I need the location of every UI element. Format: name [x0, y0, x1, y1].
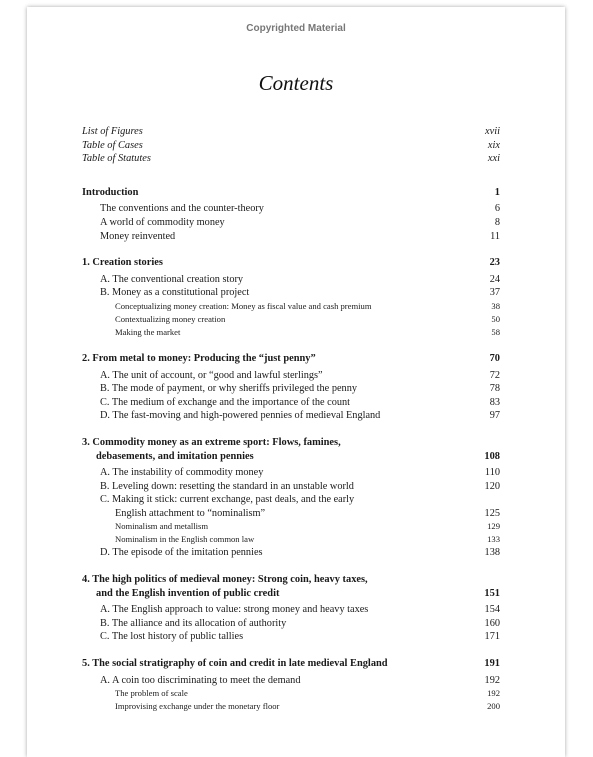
- toc-section[interactable]: [82, 273, 500, 287]
- toc-entry-table-of-statutes[interactable]: [82, 152, 500, 166]
- chapter-title-continued: and the English invention of public credit: [96, 587, 280, 599]
- section-page: 6: [494, 203, 500, 215]
- section-title: A world of commodity money: [100, 216, 225, 228]
- toc-section[interactable]: [82, 202, 500, 216]
- chapter-page: 23: [489, 257, 500, 269]
- section-page: 192: [484, 674, 500, 686]
- toc-section[interactable]: [82, 216, 500, 230]
- section-page: 24: [489, 273, 500, 285]
- toc-subsection[interactable]: [82, 313, 500, 326]
- section-page: 171: [484, 631, 500, 643]
- toc-subsection[interactable]: [82, 687, 500, 700]
- toc-section[interactable]: [82, 603, 500, 617]
- toc-subsection[interactable]: [82, 700, 500, 713]
- section-title: Money reinvented: [100, 230, 176, 242]
- section-title: A. The conventional creation story: [100, 273, 244, 285]
- chapter-page: 70: [489, 352, 500, 364]
- section-page: 154: [484, 604, 500, 616]
- chapter-title: 5. The social stratigraphy of coin and credit in late medieval England: [82, 658, 388, 670]
- toc-subsection[interactable]: [82, 300, 500, 313]
- toc-section[interactable]: [82, 409, 500, 423]
- subsection-title: The problem of scale: [115, 688, 188, 699]
- section-page: 125: [484, 507, 500, 519]
- subsection-page: 200: [487, 701, 500, 712]
- copyright-header: Copyrighted Material: [246, 23, 346, 34]
- chapter-page: 151: [484, 587, 500, 599]
- chapter-page: 108: [484, 450, 500, 462]
- subsection-page: 129: [487, 521, 500, 532]
- section-title: A. The instability of commodity money: [100, 467, 264, 479]
- toc-section[interactable]: [82, 369, 500, 383]
- section-title: A. The English approach to value: strong money and heavy taxes: [100, 604, 369, 616]
- chapter-title-continued: debasements, and imitation pennies: [96, 450, 254, 462]
- toc-section[interactable]: [82, 546, 500, 560]
- chapter-page: 1: [494, 186, 500, 198]
- section-title: The conventions and the counter-theory: [100, 203, 264, 215]
- section-title: B. The alliance and its allocation of authority: [100, 617, 287, 629]
- subsection-page: 50: [491, 313, 500, 324]
- chapter-title: 2. From metal to money: Producing the “just penny”: [82, 352, 316, 364]
- subsection-title: Improvising exchange under the monetary floor: [115, 701, 280, 712]
- toc-entry-page: xxi: [487, 153, 500, 165]
- toc-chapter-1[interactable]: [82, 256, 500, 270]
- toc-section-line-1[interactable]: [82, 493, 500, 507]
- subsection-page: 133: [487, 534, 500, 545]
- toc-section[interactable]: [82, 674, 500, 688]
- toc-section[interactable]: [82, 480, 500, 494]
- subsection-title: Contextualizing money creation: [115, 313, 226, 324]
- section-page: 97: [489, 410, 500, 422]
- toc-subsection[interactable]: [82, 326, 500, 339]
- toc-section[interactable]: [82, 396, 500, 410]
- section-title: B. Leveling down: resetting the standard in an unstable world: [100, 480, 354, 492]
- subsection-page: 192: [487, 688, 500, 699]
- toc-entry-page: xix: [487, 139, 500, 151]
- chapter-title: 1. Creation stories: [82, 257, 163, 269]
- section-title-continued: English attachment to “nominalism”: [115, 507, 266, 519]
- subsection-title: Nominalism and metallism: [115, 521, 209, 532]
- toc-section[interactable]: [82, 286, 500, 300]
- book-page: [27, 7, 565, 757]
- toc-section-line-2[interactable]: [82, 507, 500, 521]
- section-page: 120: [484, 480, 500, 492]
- section-page: 11: [490, 230, 500, 242]
- subsection-title: Nominalism in the English common law: [115, 534, 255, 545]
- chapter-title: 3. Commodity money as an extreme sport: Flows, famines,: [82, 436, 341, 448]
- section-title: D. The fast-moving and high-powered pennies of medieval England: [100, 410, 381, 422]
- toc-entry-table-of-cases[interactable]: [82, 139, 500, 153]
- toc-entry-title: List of Figures: [82, 126, 143, 137]
- toc-subsection[interactable]: [82, 520, 500, 533]
- section-page: 160: [484, 617, 500, 629]
- section-title: A. The unit of account, or “good and lawful sterlings”: [100, 369, 323, 381]
- section-page: 37: [489, 287, 500, 299]
- section-page: 78: [489, 383, 500, 395]
- toc-chapter-4-line-2[interactable]: [82, 587, 500, 601]
- section-title: A. A coin too discriminating to meet the demand: [100, 674, 301, 686]
- chapter-title: Introduction: [82, 186, 139, 198]
- toc-entry-title: Table of Statutes: [82, 153, 151, 165]
- table-of-contents: [82, 125, 500, 713]
- toc-chapter-3-line-1[interactable]: [82, 436, 500, 450]
- toc-chapter-5[interactable]: [82, 657, 500, 671]
- toc-section[interactable]: [82, 630, 500, 644]
- toc-chapter-2[interactable]: [82, 352, 500, 366]
- section-title: C. The medium of exchange and the importance of the count: [100, 396, 351, 408]
- chapter-title: 4. The high politics of medieval money: Strong coin, heavy taxes,: [82, 574, 368, 586]
- section-title: C. The lost history of public tallies: [100, 631, 244, 643]
- toc-chapter-4-line-1[interactable]: [82, 573, 500, 587]
- toc-entry-list-of-figures[interactable]: [82, 125, 500, 139]
- toc-entry-title: Table of Cases: [82, 139, 143, 151]
- chapter-page: 191: [484, 658, 500, 670]
- toc-section[interactable]: [82, 466, 500, 480]
- toc-chapter-3-line-2[interactable]: [82, 450, 500, 464]
- section-title: D. The episode of the imitation pennies: [100, 547, 263, 559]
- subsection-page: 38: [491, 300, 500, 311]
- section-page: 8: [494, 216, 500, 228]
- section-title: B. The mode of payment, or why sheriffs privileged the penny: [100, 383, 357, 395]
- section-page: 83: [489, 396, 500, 408]
- subsection-title: Making the market: [115, 326, 181, 337]
- toc-section[interactable]: [82, 382, 500, 396]
- section-page: 138: [484, 547, 500, 559]
- section-title: C. Making it stick: current exchange, past deals, and the early: [100, 494, 355, 506]
- page-title: Contents: [258, 71, 334, 95]
- section-page: 110: [484, 467, 500, 479]
- toc-entry-page: xvii: [485, 126, 500, 137]
- toc-section[interactable]: [82, 230, 500, 244]
- toc-section[interactable]: [82, 617, 500, 631]
- toc-subsection[interactable]: [82, 533, 500, 546]
- section-page: 72: [489, 369, 500, 381]
- toc-chapter-introduction[interactable]: [82, 186, 500, 200]
- subsection-title: Conceptualizing money creation: Money as fiscal value and cash premium: [115, 300, 372, 311]
- subsection-page: 58: [491, 326, 500, 337]
- section-title: B. Money as a constitutional project: [100, 287, 250, 299]
